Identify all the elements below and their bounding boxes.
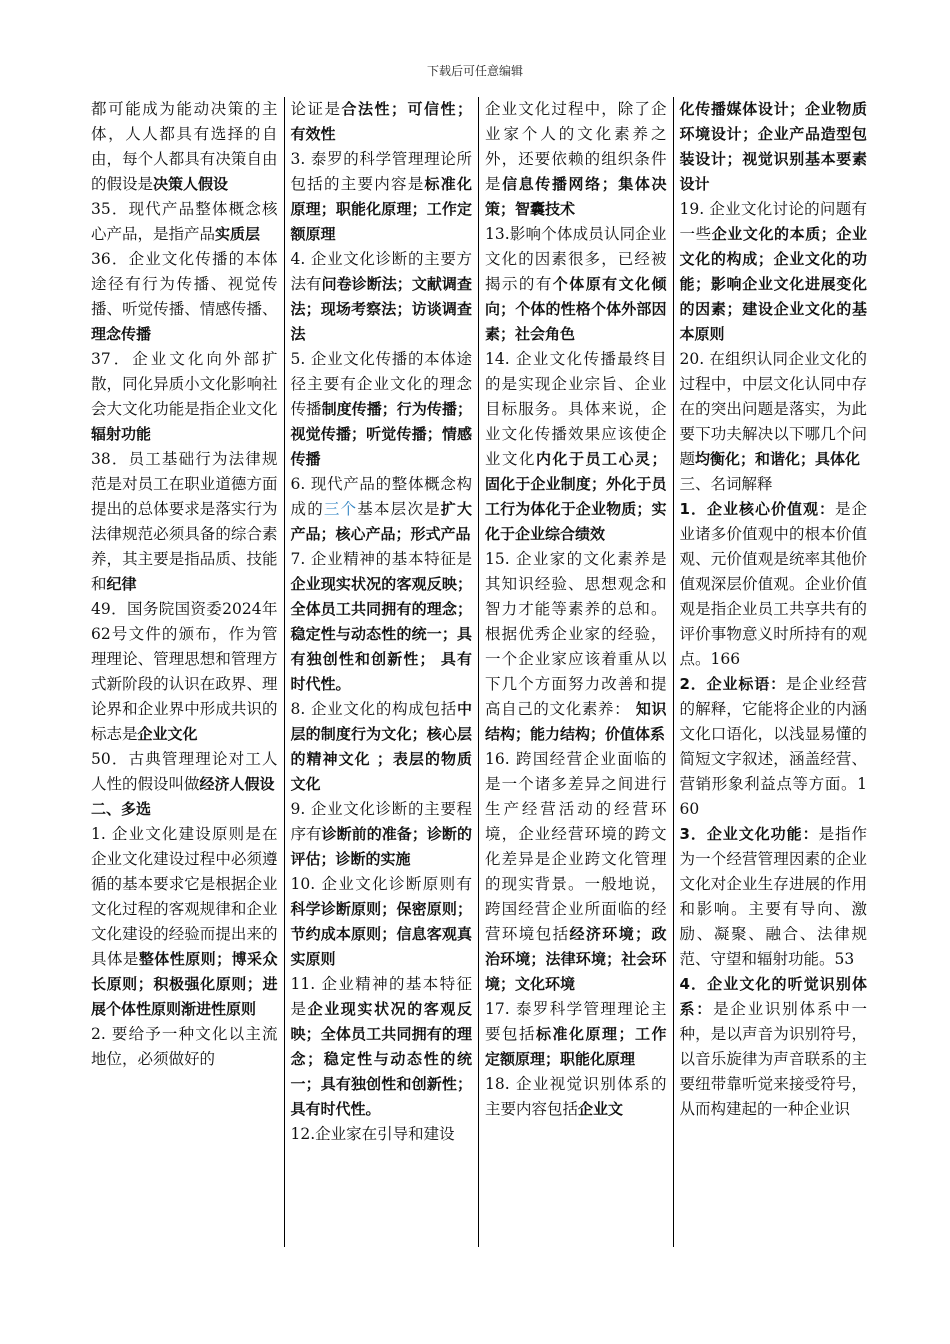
text-run: 17. 泰罗科学管理理论主要包括 [485, 1000, 667, 1043]
paragraph [485, 347, 667, 547]
column-1 [89, 97, 284, 1247]
bold-text: 标准化原理；职能化原理；工作定额原理 [290, 175, 472, 243]
document-columns [89, 97, 867, 1247]
text-run: 18. 企业视觉识别体系的主要内容包括 [485, 1075, 667, 1118]
paragraph [680, 472, 868, 497]
bold-text: 企业文 [578, 1100, 624, 1118]
bold-text: 内化于员工心灵；固化于企业制度；外化于员工行为体化于企业物质；实化于企业综合绩效 [485, 450, 667, 543]
bold-text: 企业文化 [137, 725, 198, 743]
paragraph [680, 347, 868, 472]
bold-text: 标准化原理；工作定额原理；职能化原理 [485, 1025, 667, 1068]
paragraph [291, 97, 473, 147]
text-run: 3. 泰罗的科学管理理论所包括的主要内容是 [290, 150, 472, 193]
text-run: 企业文化过程中，除了企业家个人的文化素养之外，还要依赖的组织条件是 [485, 100, 667, 193]
text-run: 20. 在组织认同企业文化的过程中，中层文化认同中存在的突出问题是落实，为此要下功夫解决以下哪几个问题 [679, 350, 867, 468]
paragraph [291, 472, 473, 547]
paragraph [91, 97, 278, 197]
paragraph [680, 97, 868, 197]
text-run: 9. 企业文化诊断的主要程序有 [290, 800, 472, 843]
paragraph [485, 747, 667, 997]
paragraph [291, 147, 473, 247]
bold-text: 理念传播 [91, 325, 152, 343]
bold-text: 企业文化的本质；企业文化的构成；企业文化的功能；影响企业文化进展变化的因素；建设企业文化的基本原则 [679, 225, 867, 343]
text-run: 是指作为一个经营管理因素的企业文化对企业生存进展的作用和影响。主要有导向、激励、凝聚、融合、法律规范、守望和辐射功能。53 [679, 825, 867, 968]
bold-text: 知识结构；能力结构；价值体系 [485, 700, 667, 743]
bold-text: 合法性；可信性；有效性 [290, 100, 472, 143]
paragraph [680, 672, 868, 822]
page-header: 下载后可任意编辑 [426, 64, 523, 78]
paragraph [91, 1022, 278, 1072]
text-run: 是企业经营的解释，它能将企业的内涵文化口语化，以浅显易懂的简短文字叙述，涵盖经营、营销形象利益点等方面。160 [679, 675, 867, 818]
bold-text: 中层的制度行为文化；核心层的精神文化 ；表层的物质文化 [290, 700, 472, 793]
bold-text: 均衡化；和谐化；具体化 [695, 450, 861, 468]
paragraph [485, 547, 667, 747]
text-run: 38．员工基础行为法律规范是对员工在职业道德方面提出的总体要求是落实行为法律规范必须具备的综合素养，其主要是指品质、技能和 [91, 450, 278, 593]
paragraph [91, 247, 278, 347]
text-run: 8. 企业文化的构成包括 [290, 700, 457, 718]
text-run: 13.影响个体成员认同企业文化的因素很多，已经被揭示的有 [485, 225, 667, 293]
text-run: 10. 企业文化诊断原则有 [290, 875, 472, 893]
bold-text: 2．企业标语： [679, 675, 787, 693]
bold-text: 经济环境；政治环境；法律环境；社会环境；文化环境 [485, 925, 667, 993]
bold-text: 经济人假设 [199, 775, 275, 793]
paragraph [91, 747, 278, 797]
text-run: 5. 企业文化传播的本体途径主要有企业文化的理念传播 [290, 350, 472, 418]
paragraph [291, 347, 473, 472]
paragraph [680, 497, 868, 672]
text-run: 2. 要给予一种文化以主流地位，必须做好的 [91, 1025, 278, 1068]
text-run: 论证是 [290, 100, 342, 118]
bold-text: 4．企业文化的听觉识别体系： [679, 975, 867, 1018]
bold-text: 1．企业核心价值观： [679, 500, 835, 518]
bold-text: 科学诊断原则；保密原则；节约成本原则；信息客观真实原则 [290, 900, 472, 968]
bold-text: 扩大产品；核心产品；形式产品 [290, 500, 472, 543]
bold-text: 问卷诊断法；文献调查法；现场考察法；访谈调查法 [290, 275, 472, 343]
paragraph [291, 547, 473, 697]
paragraph [291, 247, 473, 347]
text-run: 14. 企业文化传播最终目的是实现企业宗旨、企业目标服务。具体来说，企业文化传播效果应该使企业文化 [485, 350, 667, 468]
paragraph [291, 797, 473, 872]
text-run: 三、名词解释 [679, 475, 773, 493]
text-run: 36．企业文化传播的本体途径有行为传播、视觉传播、听觉传播、情感传播、 [91, 250, 278, 318]
paragraph [680, 972, 868, 1122]
paragraph [291, 872, 473, 972]
paragraph [291, 1122, 473, 1147]
paragraph [91, 797, 278, 822]
paragraph [485, 1072, 667, 1122]
bold-text: 决策人假设 [153, 175, 229, 193]
bold-text: 企业现实状况的客观反映；全体员工共同拥有的理念；稳定性与动态性的统一；具有独创性和创新性；具有时代性。 [290, 1000, 472, 1118]
bold-text: 实质层 [215, 225, 261, 243]
bold-text: 整体性原则；博采众长原则；积极强化原则；进展个体性原则渐进性原则 [91, 950, 278, 1018]
text-run: 6. 现代产品的整体概念构成的 [290, 475, 472, 518]
text-run: 基本层次是 [357, 500, 441, 518]
paragraph [91, 822, 278, 1022]
paragraph [91, 447, 278, 597]
paragraph [291, 972, 473, 1122]
paragraph [91, 347, 278, 447]
text-run: 都可能成为能动决策的主体，人人都具有选择的自由，每个人都具有决策自由的假设是 [91, 100, 278, 193]
text-run: 11. 企业精神的基本特征是 [290, 975, 472, 1018]
paragraph [485, 222, 667, 347]
text-run: 37．企业文化向外部扩散，同化异质小文化影响社会大文化功能是指企业文化 [91, 350, 278, 418]
paragraph [485, 97, 667, 222]
paragraph [485, 997, 667, 1072]
bold-text: 辐射功能 [91, 425, 152, 443]
paragraph [91, 597, 278, 747]
text-run: 49．国务院国资委2024年62号文件的颁布，作为管理理论、管理思想和管理方式新阶段的认识在政界、理论界和企业界中形成共识的标志是 [91, 600, 278, 743]
paragraph [680, 822, 868, 972]
bold-text: 诊断前的准备；诊断的评估；诊断的实施 [290, 825, 472, 868]
text-run: 4. 企业文化诊断的主要方法有 [290, 250, 472, 293]
column-4 [673, 97, 868, 1247]
text-run: 是企业识别体系中一种，是以声音为识别符号，以音乐旋律为声音联系的主要纽带靠听觉来接受符号，从而构建起的一种企业识 [679, 1000, 867, 1118]
text-run: 7. 企业精神的基本特征是 [290, 550, 472, 568]
bold-text: 纪律 [106, 575, 137, 593]
text-run: 50．古典管理理论对工人人性的假设叫做 [91, 750, 278, 793]
bold-text: 化传播媒体设计；企业物质环境设计；企业产品造型包装设计；视觉识别基本要素设计 [679, 100, 867, 193]
bold-text: 二、多选 [91, 800, 152, 818]
bold-text: 个体原有文化倾向；个体的性格个体外部因素；社会角色 [485, 275, 667, 343]
text-run: 是企业诸多价值观中的根本价值观、元价值观是统率其他价值观深层价值观。企业价值观是指企业员工共享共有的评价事物意义时所持有的观点。166 [679, 500, 867, 668]
text-run: 1. 企业文化建设原则是在企业文化建设过程中必须遵循的基本要求它是根据企业文化过程的客观规律和企业文化建设的经验而提出来的具体是 [91, 825, 278, 968]
bold-text: 制度传播；行为传播；视觉传播；听觉传播；情感传播 [290, 400, 472, 468]
bold-text: 信息传播网络；集体决策；智囊技术 [485, 175, 667, 218]
text-run: 16. 跨国经营企业面临的是一个诸多差异之间进行生产经营活动的经营环境，企业经营环境的跨文化差异是企业跨文化管理的现实背景。一般地说，跨国经营企业所面临的经营环境包括 [485, 750, 667, 943]
bold-text: 3．企业文化功能： [679, 825, 819, 843]
paragraph [680, 197, 868, 347]
text-run: 15. 企业家的文化素养是其知识经验、思想观念和智力才能等素养的总和。根据优秀企业家的经验，一个企业家应该着重从以下几个方面努力改善和提高自己的文化素养： [485, 550, 667, 718]
paragraph [291, 697, 473, 797]
text-run: 三个 [323, 500, 358, 518]
text-run: 12.企业家在引导和建设 [290, 1125, 455, 1143]
text-run: 35．现代产品整体概念核心产品，是指产品 [91, 200, 278, 243]
column-2 [284, 97, 479, 1247]
column-3 [478, 97, 673, 1247]
paragraph [91, 197, 278, 247]
text-run: 19. 企业文化讨论的问题有一些 [679, 200, 867, 243]
bold-text: 企业现实状况的客观反映；全体员工共同拥有的理念；稳定性与动态性的统一；具有独创性和创新性； 具有时代性。 [290, 575, 472, 693]
